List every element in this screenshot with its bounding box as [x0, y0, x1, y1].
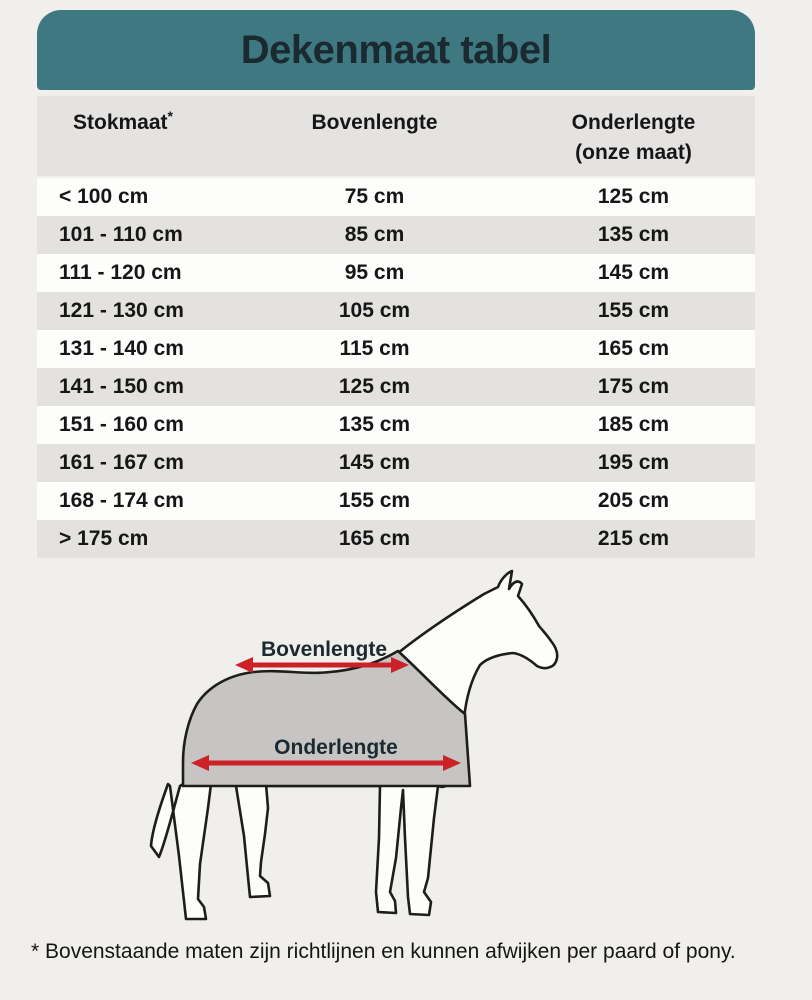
table-row	[37, 330, 755, 368]
cell-bovenlengte: 75 cm	[344, 185, 405, 208]
cell-onderlengte: 205 cm	[597, 489, 670, 512]
title-bar	[37, 10, 755, 90]
column-header-onderlengte: Onderlengte (onze maat)	[571, 111, 696, 164]
cell-stokmaat: > 175 cm	[59, 527, 149, 550]
cell-bovenlengte: 145 cm	[338, 451, 411, 474]
cell-onderlengte: 135 cm	[597, 223, 670, 246]
size-table	[37, 96, 755, 558]
cell-onderlengte: 125 cm	[597, 185, 670, 208]
cell-bovenlengte: 85 cm	[344, 223, 405, 246]
bovenlengte-label: Bovenlengte	[260, 638, 388, 661]
cell-onderlengte: 175 cm	[597, 375, 670, 398]
table-row	[37, 406, 755, 444]
cell-stokmaat: 111 - 120 cm	[59, 261, 182, 284]
column-header-stokmaat: Stokmaat*	[73, 108, 173, 134]
cell-onderlengte: 145 cm	[597, 261, 670, 284]
cell-stokmaat: 131 - 140 cm	[59, 337, 184, 360]
cell-bovenlengte: 155 cm	[338, 489, 411, 512]
cell-bovenlengte: 105 cm	[338, 299, 411, 322]
table-body	[37, 178, 755, 558]
cell-onderlengte: 195 cm	[597, 451, 670, 474]
cell-stokmaat: 101 - 110 cm	[59, 223, 183, 246]
table-row	[37, 482, 755, 520]
arrow-head-left-icon	[235, 657, 253, 673]
footnote-marker: *	[167, 108, 173, 124]
table-header-row	[37, 96, 755, 176]
cell-stokmaat: 168 - 174 cm	[59, 489, 184, 512]
table-row	[37, 216, 755, 254]
horse-measurement-diagram	[118, 556, 600, 946]
cell-bovenlengte: 165 cm	[338, 527, 411, 550]
cell-stokmaat: 141 - 150 cm	[59, 375, 184, 398]
cell-onderlengte: 185 cm	[597, 413, 670, 436]
cell-stokmaat: 121 - 130 cm	[59, 299, 184, 322]
cell-bovenlengte: 115 cm	[339, 337, 410, 360]
cell-bovenlengte: 135 cm	[338, 413, 411, 436]
cell-stokmaat: 161 - 167 cm	[59, 451, 184, 474]
cell-stokmaat: 151 - 160 cm	[59, 413, 184, 436]
onderlengte-label: Onderlengte	[274, 736, 398, 759]
table-row	[37, 178, 755, 216]
table-row	[37, 292, 755, 330]
page-title: Dekenmaat tabel	[240, 27, 552, 72]
cell-onderlengte: 165 cm	[597, 337, 670, 360]
column-header-bovenlengte: Bovenlengte	[311, 111, 438, 134]
cell-bovenlengte: 125 cm	[338, 375, 411, 398]
table-row	[37, 368, 755, 406]
cell-stokmaat: < 100 cm	[59, 185, 149, 208]
cell-onderlengte: 215 cm	[597, 527, 670, 550]
table-row	[37, 520, 755, 558]
table-row	[37, 254, 755, 292]
table-row	[37, 444, 755, 482]
cell-bovenlengte: 95 cm	[344, 261, 405, 284]
cell-onderlengte: 155 cm	[597, 299, 670, 322]
footnote: * Bovenstaande maten zijn richtlijnen en kunnen afwijken per paard of pony.	[31, 940, 736, 963]
